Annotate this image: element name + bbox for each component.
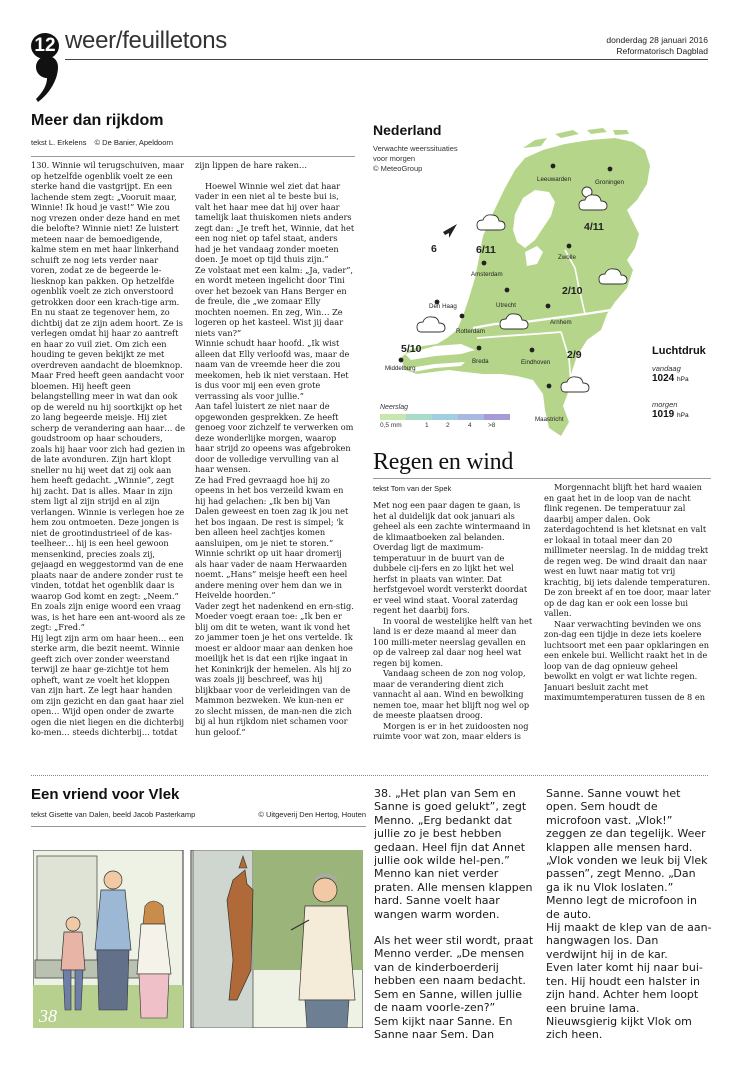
- temperature-label: 2/10: [562, 285, 583, 297]
- weather-subtitle: [373, 144, 458, 174]
- wind-arrow-icon: [443, 224, 457, 238]
- paragraph: Sem kijkt naar Sanne. En Sanne naar Sem. Dan: [374, 1014, 513, 1041]
- city-dot: [477, 346, 482, 351]
- legend-tick: 2: [446, 422, 450, 429]
- pressure-today-label: vandaag: [652, 364, 681, 373]
- city-dot: [546, 304, 551, 309]
- paragraph: Sanne. Sanne vouwt het open. Sem houdt de microfoon vast. „Vlok!” zeggen ze dan tegelijk. Weer klappen alle mensen hard.: [546, 787, 706, 854]
- article-author: tekst L. Erkelens: [31, 138, 87, 147]
- temperature-label: 4/11: [584, 221, 604, 233]
- paragraph: 38. „Het plan van Sem en Sanne is goed gelukt”, zegt Menno. „Erg bedankt dat jullie zo je best hebben gedaan. Heel fijn dat Annet jullie ook wilde hel-pen.”: [374, 787, 527, 868]
- paragraph: Hij maakt de klep van de aan-hangwagen los. Dan verdwijnt hij in de kar.: [546, 921, 712, 961]
- feuilleton-column-2: [546, 787, 712, 1042]
- paragraph: Maar Fred heeft geen aandacht voor bloemen. Hij heeft geen belangstelling meer in wat dan ook op de wereld nu hij soortkijkt op het zo lang begeerde meisje. Hij ziet scherp de verandering aan haar… de goudstroom op haar schouders, zoals hij haar voor zich had gezien in de late avonduren. Zijn hart klopt sneller nu hij weet dat zij ook aan hem heeft gedacht. „Winnie”, zegt hij zacht. Dat is alles. Maar in zijn stem ligt al zijn strijd en al zijn verlangen. Winnie is verlegen hoe ze hem zou ontmoeten. Deze jongen is niet de grootindustrieel of de kas-teelheer… hij is een heel gewoon mensenkind, precies zoals zij, gejaagd en weggestormd van de ene plaats naar de andere zonder rust te vinden, totdat het ogenblik daar is waarop God komt en zegt: „Neem.”: [31, 370, 186, 601]
- legend-swatch: [458, 414, 484, 420]
- article-copyright: © De Banier, Apeldoorn: [94, 138, 174, 147]
- city-dot: [567, 244, 572, 249]
- paragraph: „Vlok vonden we leuk bij Vlek passen”, zegt Menno. „Dan ga ik nu Vlok loslaten.”: [546, 854, 708, 894]
- city-dot: [608, 167, 613, 172]
- city-name: Breda: [472, 358, 489, 365]
- paragraph: Even later komt hij naar bui-ten. Hij houdt een halster in zijn hand. Achter hem loopt een bruine lama. Nieuwsgierig kijkt Vlok om zich heen.: [546, 961, 703, 1042]
- article-column-2: [195, 160, 355, 750]
- pressure-tomorrow-label: morgen: [652, 400, 678, 409]
- city-name: Maastricht: [535, 416, 564, 423]
- city-name: Amsterdam: [471, 271, 503, 278]
- paragraph: Menno legt de microfoon in de auto.: [546, 894, 697, 921]
- divider: [373, 478, 711, 479]
- city-name: Arnhem: [550, 319, 572, 326]
- subtitle-line: Verwachte weerssituaties: [373, 144, 458, 153]
- weather-title: Nederland: [373, 122, 442, 138]
- city-dot: [482, 261, 487, 266]
- paragraph: Naar verwachting bevinden we ons zon-dag een tijdje in deze iets koelere luchtsoort met een paar opklaringen en een enkele bui. Wellicht raakt het in de loop van de dag opnieuw geheel bewolkt en volgt er wat lichte regen. Januari besluit zacht met maximumtemperaturen tussen de 8 en: [544, 618, 710, 702]
- paragraph: Vader zegt het nadenkend en ern-stig. Moeder voegt eraan toe: „Ik ben er blij om dit te weten, want ik vond het zo jammer toen je het ons vertelde. Ik moest er aldoor maar aan denken hoe moeilijk het is dat een rijke ingaat in het Koninkrijk der hemelen. Als hij zo was zoals jij beschreef, was hij blijkbaar voor de verleidingen van de Mammon bezweken. We kun-nen er zo slecht missen, de man-nen die zich bij al hun rijkdom niet schamen voor hun geloof.”: [195, 600, 354, 737]
- comic-number: 38: [39, 1006, 57, 1026]
- city-name: Den Haag: [429, 303, 457, 310]
- article-title: Regen en wind: [373, 449, 514, 475]
- article-column-1: [373, 500, 533, 740]
- feuilleton-column-1: [374, 787, 538, 1042]
- page-number: 12: [31, 33, 59, 59]
- paragraph: Hij legt zijn arm om haar heen… een sterke arm, die bezit neemt. Winnie geeft zich over zonder weerstand terwijl ze haar ge-zichtje tot hem opheft, want ze voelt het kloppen van zijn hart. Ze legt haar handen om zijn gezicht en dan gaat haar ziel open… Wijd open onder de zwarte ogen die niet liegen en die dichterbij ko-men… steeds dichterbij… totdat: [31, 632, 185, 737]
- article-column-2: [544, 482, 711, 702]
- paragraph: In vooral de westelijke helft van het land is er deze maand al meer dan 100 milli-meter neerslag gevallen en op de valreep zal daar nog heel wat regen bij komen.: [373, 615, 533, 668]
- pressure-value: 1024: [652, 373, 675, 384]
- paragraph: Met nog een paar dagen te gaan, is het al duidelijk dat ook januari als geheel als een zachte wintermaand in de klimaatboeken zal belanden. Overdag ligt de maximum-temperatuur in de buurt van de dubbele cij-fers en zo lijkt het wel herfst in plaats van winter. Dat herfstgevoel wordt versterkt doordat er veel wind staat. Vooral zaterdag regent het daarbij fors.: [373, 500, 531, 615]
- comic-panel-right: [191, 850, 363, 1028]
- paragraph: Winnie schudt haar hoofd. „Ik wist alleen dat Elly verloofd was, maar de naam van de vreemde heer die zou meekomen, heb ik niet verstaan. Het is dus voor mij een even grote verrassing als voor jullie.”: [195, 338, 350, 401]
- pressure-tomorrow: [652, 400, 689, 420]
- article-author: tekst Tom van der Spek: [373, 484, 452, 493]
- city-name: Leeuwarden: [537, 176, 572, 183]
- city-dot: [530, 348, 535, 353]
- subtitle-line: © MeteoGroup: [373, 164, 423, 173]
- paragraph: zijn lippen de hare raken…: [195, 160, 308, 170]
- paragraph: Ze had Fred gevraagd hoe hij zo opeens in het bos verzeild kwam en hij had gelachen: „Ik ben bij Van Dalen geweest en toen zag ik jou net het bos ingaan. De rest is simpel; 'k ben alleen heel zachtjes komen aansluipen, om je niet te storen.”: [195, 474, 349, 548]
- feuilleton-copyright: © Uitgeverij Den Hertog, Houten: [258, 810, 366, 819]
- city-name: Groningen: [595, 179, 624, 186]
- legend-swatch: [406, 414, 432, 420]
- paragraph: Menno kan niet verder praten. Alle mensen klappen hard. Sanne voelt haar wangen warm worden.: [374, 867, 533, 921]
- comma-logo-icon: [36, 56, 58, 102]
- temperature-label: 5/10: [401, 343, 422, 355]
- paragraph: En zoals zijn enige woord een vraag was, is het hare een ant-woord als ze zegt: „Fred.”: [31, 601, 186, 632]
- city-dot: [551, 164, 556, 169]
- paragraph: 130. Winnie wil terugschuiven, maar op hetzelfde ogenblik voelt ze een sterke hand die vastgrijpt. En een lachende stem zegt: „Vooruit maar, Winnie! Ik houd je vast!” Wie zou nog vrezen onder deze hand en met die belofte? Winnie niet! Ze luistert meteen naar de bemoedigende, kalme stem en met haar linkerhand schuift ze nog iets verder naar voren, zodat ze de begeerde le-liesknop kan pakken. Op hetzelfde ogenblik voelt ze zich onverstoord getrokken door een krach-tige arm. En nu staat ze tegenover hem, zo dichtbij dat ze zijn adem hoort. Ze is verlegen omdat hij haar zo aantreft en haar zo vuil ziet. Om zich een houding te geven bekijkt ze met overdreven aandacht de bloemknop.: [31, 160, 185, 370]
- wind-force-label: 6: [431, 243, 437, 255]
- pressure-tomorrow-value: [652, 409, 689, 420]
- comic-panel-left: [33, 850, 183, 1028]
- feuilleton-title: Een vriend voor Vlek: [31, 786, 180, 803]
- paragraph: Winnie schrikt op uit haar dromerij als haar vader de naam Herwaarden noemt. „Hans” meisje heeft een heel andere mening over hem dan we in Heivelde hoorden.”: [195, 548, 348, 600]
- comic-illustration: [33, 850, 363, 1028]
- precipitation-legend-title: Neerslag: [380, 404, 409, 411]
- city-name: Zwolle: [558, 254, 576, 261]
- temperature-label: 6/11: [476, 244, 496, 256]
- issue-date: donderdag 28 januari 2016: [606, 35, 708, 45]
- temperature-label: 2/9: [567, 349, 582, 361]
- paper-name: Reformatorisch Dagblad: [616, 46, 708, 56]
- pressure-value: 1019: [652, 409, 675, 420]
- legend-swatch: [432, 414, 458, 420]
- city-dot: [399, 358, 404, 363]
- city-dot: [460, 314, 465, 319]
- header-rule: [65, 59, 708, 60]
- legend-tick: 0,5 mm: [380, 422, 402, 429]
- legend-tick: >8: [488, 422, 496, 429]
- paragraph: Aan tafel luistert ze niet naar de opgewonden gesprekken. Ze heeft genoeg voor zichzelf te verwerken om deze wonderlijke morgen, waarop haar strijd zo opeens was afgebroken door de volledige vervulling van al haar wensen.: [195, 401, 354, 474]
- city-name: Eindhoven: [521, 359, 551, 366]
- section-divider: [31, 775, 708, 776]
- section-title: weer/feuilletons: [65, 27, 227, 54]
- precipitation-legend-bar: [380, 414, 510, 420]
- cloud-icon: [417, 317, 445, 332]
- paragraph: Hoewel Winnie wel ziet dat haar vader in een niet al te beste bui is, valt het haar mee dat hij over haar tamelijk laat thuiskomen niets anders zegt dan: „Je treft het, Winnie, dat het een nog niet op tafel staat, anders had je het vandaag zonder moeten doen. Je moet op tijd thuis zijn.”: [195, 180, 355, 264]
- pressure-title: Luchtdruk: [652, 345, 706, 357]
- city-name: Rotterdam: [456, 328, 485, 335]
- paragraph: Morgennacht blijft het hard waaien en gaat het in de loop van de nacht flink regenen. De temperatuur zal daarbij amper dalen. Ook zaterdagochtend is het kletsnat en valt er lokaal in totaal meer dan 20 millimeter neerslag. In de middag trekt de regen weg. De wind draait dan naar west en luwt naar matig tot vrij krachtig, bij iets dalende temperaturen. De zon breekt af en toe door, maar later op de dag kan er ook een losse bui vallen.: [544, 482, 711, 618]
- feuilleton-author: tekst Gisette van Dalen, beeld Jacob Pasterkamp: [31, 810, 196, 819]
- pressure-today: [652, 364, 689, 384]
- paragraph: Ze volstaat met een kalm: „Ja, vader”, en wordt meteen ingelicht door Tini over het bezoek van Hans Berger en de freule, die „we zomaar Elly mochten noemen. En zeg, Win… Ze logeren op het kasteel. Wist jij daar niets van?”: [195, 264, 354, 338]
- city-name: Middelburg: [385, 365, 416, 372]
- city-dot: [547, 384, 552, 389]
- pressure-unit: hPa: [677, 376, 689, 383]
- legend-swatch: [484, 414, 510, 420]
- city-dot: [505, 288, 510, 293]
- paragraph: Morgen is er in het zuidoosten nog ruimte voor wat zon, maar elders is: [373, 720, 529, 740]
- article-column-1: [31, 160, 186, 750]
- divider: [31, 156, 355, 157]
- pressure-today-value: [652, 373, 689, 384]
- subtitle-line: voor morgen: [373, 154, 416, 163]
- paragraph: Vandaag scheen de zon nog volop, maar de verandering dient zich vannacht al aan. Wind en bewolking nemen toe, maar het blijft nog wel op de meeste plaatsen droog.: [373, 668, 530, 720]
- legend-tick: 4: [468, 422, 472, 429]
- legend-swatch: [380, 414, 406, 420]
- masthead-info: [606, 35, 708, 57]
- legend-tick: 1: [425, 422, 429, 429]
- pressure-unit: hPa: [677, 412, 689, 419]
- article-credit: [31, 138, 179, 147]
- paragraph: Als het weer stil wordt, praat Menno verder. „De mensen van de kinderboerderij hebben een naam bedacht. Sem en Sanne, willen jullie de naam voorle-zen?”: [374, 934, 534, 1015]
- article-title: Meer dan rijkdom: [31, 112, 164, 129]
- city-name: Utrecht: [496, 302, 516, 309]
- divider: [31, 826, 366, 827]
